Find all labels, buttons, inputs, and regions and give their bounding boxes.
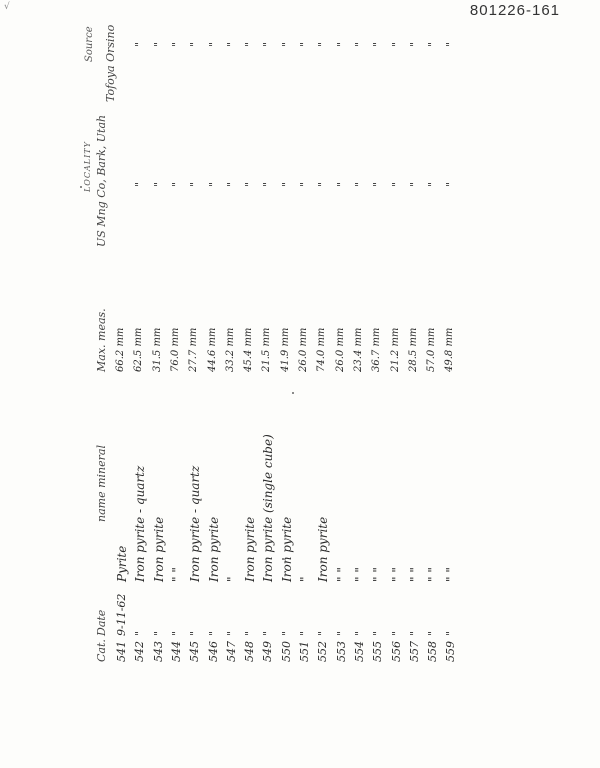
header-name: name mineral bbox=[95, 445, 108, 522]
header-date: Date bbox=[95, 609, 108, 636]
mineral-name: " " bbox=[334, 567, 349, 582]
catalog-number: 550 bbox=[279, 641, 293, 662]
source-cell: " bbox=[243, 41, 257, 47]
header-source-title: Source bbox=[84, 26, 95, 62]
source-cell: " bbox=[188, 41, 202, 47]
date-cell: " bbox=[133, 630, 147, 636]
mineral-name: " bbox=[298, 576, 312, 582]
measurement: 41.9 mm bbox=[279, 327, 291, 372]
date-cell: " bbox=[243, 630, 257, 636]
ledger-sheet bbox=[83, 2, 470, 662]
measurement: 31.5 mm bbox=[151, 327, 163, 372]
date-cell: " bbox=[169, 630, 183, 636]
date-cell: " bbox=[444, 630, 458, 636]
date-cell: " bbox=[426, 630, 440, 636]
source-cell: " bbox=[298, 41, 311, 47]
mineral-name: " bbox=[224, 576, 239, 582]
mineral-name: " " bbox=[426, 567, 441, 582]
mineral-name: Iron pyrite bbox=[151, 516, 166, 582]
locality-cell: " bbox=[371, 181, 385, 187]
catalog-number: 548 bbox=[243, 641, 257, 662]
mineral-name: " " bbox=[169, 567, 184, 582]
locality-cell: " bbox=[206, 181, 220, 187]
mineral-name: " " bbox=[352, 567, 367, 582]
mineral-name: Iron pyrite bbox=[243, 516, 258, 582]
mineral-name: Iron pyrite - quartz bbox=[188, 465, 203, 582]
date-cell: " bbox=[151, 630, 165, 636]
date-cell: " bbox=[279, 630, 293, 636]
locality-cell: " bbox=[224, 181, 238, 187]
source-cell: " bbox=[151, 41, 165, 47]
date-cell: " bbox=[389, 630, 403, 636]
date-cell: " bbox=[334, 630, 348, 636]
locality-cell: " bbox=[352, 181, 366, 187]
catalog-number: 557 bbox=[407, 641, 421, 662]
source-cell: " bbox=[133, 41, 147, 47]
measurement: 21.5 mm bbox=[261, 327, 273, 372]
catalog-number: 541 bbox=[115, 641, 128, 662]
catalog-number: 556 bbox=[389, 641, 403, 662]
locality-cell: " bbox=[316, 181, 330, 187]
catalog-number: 546 bbox=[206, 641, 220, 662]
measurement: 66.2 mm bbox=[115, 327, 126, 372]
source-cell: " bbox=[316, 41, 330, 47]
measurement: 26.0 mm bbox=[334, 327, 346, 372]
source-cell: " bbox=[279, 41, 293, 47]
header-cat: Cat. bbox=[95, 639, 108, 662]
measurement: 33.2 mm bbox=[224, 327, 236, 372]
locality-cell: " bbox=[169, 181, 183, 187]
catalog-number: 542 bbox=[133, 641, 147, 662]
measurement: 74.0 mm bbox=[316, 327, 328, 372]
locality-cell: " bbox=[151, 181, 165, 187]
speck-mark bbox=[80, 186, 82, 188]
date-cell: " bbox=[316, 630, 330, 636]
date-cell: " bbox=[206, 630, 220, 636]
measurement: 45.4 mm bbox=[243, 327, 255, 372]
catalog-number: 551 bbox=[298, 641, 311, 662]
source-cell: " bbox=[407, 41, 421, 47]
header-locality: US Mng Co, Bark, Utah bbox=[95, 114, 108, 247]
catalog-number: 558 bbox=[426, 641, 440, 662]
catalog-number: 559 bbox=[444, 641, 458, 662]
header-measure: Max. meas. bbox=[95, 308, 108, 372]
mineral-name: " " bbox=[407, 567, 422, 582]
locality-cell: " bbox=[279, 181, 293, 187]
date-cell: " bbox=[188, 630, 202, 636]
date-cell: " bbox=[352, 630, 366, 636]
mineral-name: Iron pyrite - quartz bbox=[133, 465, 148, 582]
source-cell: " bbox=[389, 41, 403, 47]
measurement: 57.0 mm bbox=[426, 327, 438, 372]
date-cell: " bbox=[371, 630, 385, 636]
measurement: 44.6 mm bbox=[206, 327, 218, 372]
source-cell: " bbox=[334, 41, 348, 47]
corner-mark: √ bbox=[4, 2, 10, 12]
measurement: 26.0 mm bbox=[298, 327, 309, 372]
measurement: 62.5 mm bbox=[133, 327, 145, 372]
measurement: 23.4 mm bbox=[352, 327, 364, 372]
locality-cell: " bbox=[407, 181, 421, 187]
locality-cell: " bbox=[334, 181, 348, 187]
mineral-name: " " bbox=[389, 567, 404, 582]
locality-cell: " bbox=[133, 181, 147, 187]
catalog-number: 554 bbox=[352, 641, 366, 662]
source-cell: " bbox=[444, 41, 458, 47]
mineral-name: Iron pyrite bbox=[316, 516, 331, 582]
locality-cell: " bbox=[426, 181, 440, 187]
catalog-number: 545 bbox=[188, 641, 202, 662]
catalog-number: 544 bbox=[169, 641, 183, 662]
mineral-name: Iron pyrite bbox=[206, 516, 221, 582]
measurement: 21.2 mm bbox=[389, 327, 401, 372]
mineral-name: Pyrite bbox=[115, 545, 129, 582]
catalog-number: 547 bbox=[224, 641, 238, 662]
measurement: 28.5 mm bbox=[407, 327, 419, 372]
document-id: 801226-161 bbox=[469, 2, 560, 19]
locality-cell: " bbox=[188, 181, 202, 187]
source-cell: " bbox=[371, 41, 385, 47]
locality-cell: " bbox=[298, 181, 311, 187]
header-source: Tofoya Orsino bbox=[104, 24, 117, 102]
source-cell: " bbox=[169, 41, 183, 47]
catalog-number: 549 bbox=[261, 641, 275, 662]
locality-cell: " bbox=[261, 181, 275, 187]
header-locality-title: LOCALITY bbox=[83, 141, 92, 192]
locality-cell: " bbox=[243, 181, 257, 187]
catalog-number: 543 bbox=[151, 641, 165, 662]
measurement: 36.7 mm bbox=[371, 327, 383, 372]
catalog-number: 552 bbox=[316, 641, 330, 662]
mineral-name: " " bbox=[371, 567, 386, 582]
measurement: 27.7 mm bbox=[188, 327, 200, 372]
source-cell: " bbox=[224, 41, 238, 47]
date-cell: " bbox=[224, 630, 238, 636]
date-cell: " bbox=[407, 630, 421, 636]
date-cell: " bbox=[298, 630, 311, 636]
measurement: 76.0 mm bbox=[169, 327, 181, 372]
source-cell: " bbox=[261, 41, 275, 47]
measurement: 49.8 mm bbox=[444, 327, 456, 372]
date-cell: " bbox=[261, 630, 275, 636]
date-cell: 9-11-62 bbox=[115, 593, 128, 636]
source-cell: " bbox=[426, 41, 440, 47]
mineral-name: Iron pyrite (single cube) bbox=[261, 434, 276, 582]
mineral-name: " " bbox=[444, 567, 459, 582]
catalog-number: 555 bbox=[371, 641, 385, 662]
locality-cell: " bbox=[444, 181, 458, 187]
mineral-name: Iron pyrite bbox=[279, 516, 294, 582]
source-cell: " bbox=[352, 41, 366, 47]
catalog-number: 553 bbox=[334, 641, 348, 662]
locality-cell: " bbox=[389, 181, 403, 187]
source-cell: " bbox=[206, 41, 220, 47]
